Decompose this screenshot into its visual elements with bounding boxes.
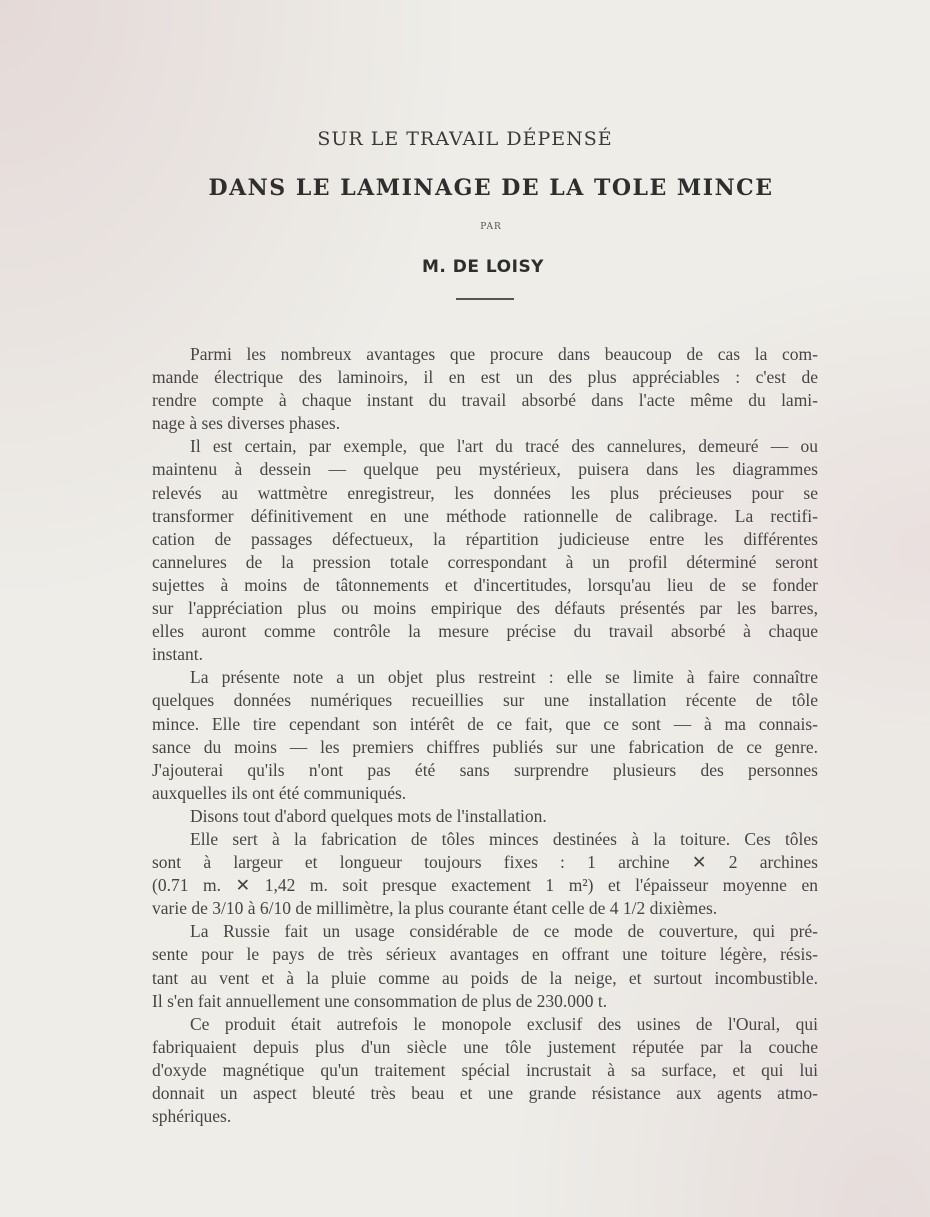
- text-line: relevés au wattmètre enregistreur, les données les plus précieuses pour se: [152, 482, 818, 503]
- text-line: mince. Elle tire cependant son intérêt de ce fait, que ce sont — à ma connais-: [152, 713, 818, 734]
- text-line: donnait un aspect bleuté très beau et une grande résistance aux agents atmo-: [152, 1083, 818, 1103]
- text-line: elles auront comme contrôle la mesure précise du travail absorbé à chaque: [152, 621, 818, 642]
- text-line: quelques données numériques recueillies sur une installation récente de tôle: [152, 690, 818, 711]
- text-line: J'ajouterai qu'ils n'ont pas été sans surprendre plusieurs des personnes: [152, 759, 818, 780]
- text-line: nage à ses diverses phases.: [152, 413, 341, 434]
- byline-par: PAR: [480, 222, 502, 232]
- text-line: varie de 3/10 à 6/10 de millimètre, la plus courante étant celle de 4 1/2 dixièmes.: [152, 898, 718, 919]
- text-line: sur l'appréciation plus ou moins empirique des défauts présentés par les barres,: [152, 598, 818, 619]
- text-line: sont à largeur et longueur toujours fixes : 1 archine ✕ 2 archines: [152, 852, 818, 873]
- text-line: Ce produit était autrefois le monopole exclusif des usines de l'Oural, qui: [190, 1013, 818, 1034]
- text-line: sente pour le pays de très sérieux avantages en offrant une toiture légère, résis-: [152, 944, 818, 965]
- text-line: Disons tout d'abord quelques mots de l'installation.: [190, 805, 547, 826]
- text-line: sphériques.: [152, 1106, 232, 1127]
- text-line: Elle sert à la fabrication de tôles minces destinées à la toiture. Ces tôles: [190, 828, 818, 849]
- text-line: tant au vent et à la pluie comme au poids de la neige, et surtout incombustible.: [152, 967, 818, 988]
- paragraph: [152, 1013, 818, 1128]
- text-line: Il s'en fait annuellement une consommation de plus de 230.000 t.: [152, 990, 608, 1011]
- title-line-1: SUR LE TRAVAIL DÉPENSÉ: [317, 128, 613, 150]
- text-line: fabriquaient depuis plus d'un siècle une tôle justement réputée par la couche: [152, 1036, 818, 1057]
- text-line: instant.: [152, 644, 204, 665]
- paragraph: [152, 435, 818, 666]
- text-line: (0.71 m. ✕ 1,42 m. soit presque exactement 1 m²) et l'épaisseur moyenne en: [152, 875, 818, 896]
- text-line: La Russie fait un usage considérable de ce mode de couverture, qui pré-: [190, 921, 818, 942]
- text-line: rendre compte à chaque instant du travail absorbé dans l'acte même du lami-: [152, 390, 818, 411]
- paragraph: [152, 828, 818, 920]
- paragraph: [152, 343, 818, 435]
- text-line: auxquelles ils ont été communiqués.: [152, 782, 407, 803]
- title-line-2: DANS LE LAMINAGE DE LA TOLE MINCE: [208, 175, 774, 201]
- paragraph: [152, 666, 818, 805]
- article-body: [152, 343, 818, 1128]
- author-name: M. DE LOISY: [422, 257, 544, 277]
- paragraph: [152, 805, 818, 828]
- text-line: La présente note a un objet plus restreint : elle se limite à faire connaître: [190, 667, 818, 688]
- text-line: Parmi les nombreux avantages que procure dans beaucoup de cas la com-: [190, 344, 818, 364]
- paragraph: [152, 920, 818, 1012]
- text-line: mande électrique des laminoirs, il en est un des plus appréciables : c'est de: [152, 367, 818, 388]
- text-line: d'oxyde magnétique qu'un traitement spécial incrustait à sa surface, et qui lui: [152, 1059, 818, 1080]
- text-line: maintenu à dessein — quelque peu mystérieux, puisera dans les diagrammes: [152, 459, 818, 480]
- text-line: cation de passages défectueux, la répartition judicieuse entre les différentes: [152, 528, 818, 549]
- text-line: sance du moins — les premiers chiffres publiés sur une fabrication de ce genre.: [152, 736, 818, 757]
- title-separator-rule: [456, 298, 514, 300]
- text-line: cannelures de la pression totale correspondant à un profil déterminé seront: [152, 551, 818, 572]
- text-line: sujettes à moins de tâtonnements et d'incertitudes, lorsqu'au lieu de se fonder: [152, 574, 818, 595]
- text-line: Il est certain, par exemple, que l'art du tracé des cannelures, demeuré — ou: [190, 436, 818, 457]
- text-line: transformer définitivement en une méthode rationnelle de calibrage. La rectifi-: [152, 505, 818, 526]
